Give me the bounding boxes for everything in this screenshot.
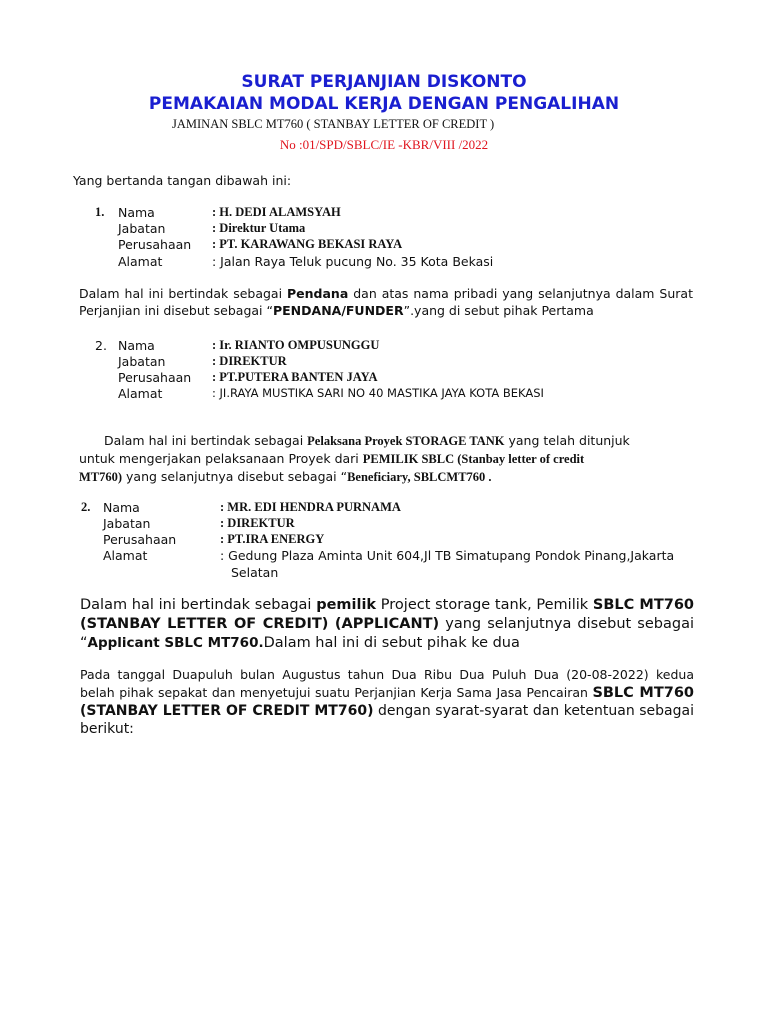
party-3-label-alamat: Alamat [103,548,148,563]
party-1-label-nama: Nama [118,205,155,220]
party-3-value-perusahaan: : PT.IRA ENERGY [220,532,325,546]
party-2-value-perusahaan: : PT.PUTERA BANTEN JAYA [212,370,378,384]
party-3-label-perusahaan: Perusahaan [103,532,177,547]
party-2-label-nama: Nama [118,338,155,353]
party-2-label-alamat: Alamat [118,386,163,401]
party-3-index: 2. [81,500,91,514]
paragraph-pendana: Dalam hal ini bertindak sebagai Pendana dan atas nama pribadi yang selanjutnya dalam Surat Perjanjian ini disebut sebagai “PENDANA/FUNDER”.yang di sebut pihak Pertama [79,286,693,318]
party-1-label-jabatan: Jabatan [118,221,166,236]
paragraph-tanggal: Pada tanggal Duapuluh bulan Augustus tahun Dua Ribu Dua Puluh Dua (20-08-2022) kedua belah pihak sepakat dan menyetujui suatu Perjanjian Kerja Sama Jasa Pencairan SBLC MT760 (STANBAY LETTER OF CREDIT MT760) dengan syarat-syarat dan ketentuan sebagai berikut: [80,667,694,737]
party-3-value-jabatan: : DIREKTUR [220,516,295,530]
party-3-value-alamat-cont: Selatan [231,565,279,580]
party-1-index: 1. [95,205,105,219]
party-3-label-nama: Nama [103,500,140,515]
intro-text: Yang bertanda tangan dibawah ini: [73,173,292,188]
paragraph-pemilik: Dalam hal ini bertindak sebagai pemilik Project storage tank, Pemilik SBLC MT760 (STANBAY LETTER OF CREDIT) (APPLICANT) yang selanjutnya disebut sebagai “Applicant SBLC MT760.Dalam hal ini di sebut pihak ke dua [80,597,694,651]
party-3-value-alamat: : Gedung Plaza Aminta Unit 604,Jl TB Simatupang Pondok Pinang,Jakarta [220,548,675,563]
title-line-2: PEMAKAIAN MODAL KERJA DENGAN PENGALIHAN [148,94,620,114]
party-1-value-nama: : H. DEDI ALAMSYAH [212,205,341,219]
party-1-label-perusahaan: Perusahaan [118,237,192,252]
paragraph-pelaksana: Dalam hal ini bertindak sebagai Pelaksana Proyek STORAGE TANK yang telah ditunjuk untuk mengerjakan pelaksanaan Proyek dari PEMILIK SBLC (Stanbay letter of credit MT760) yang selanjutnya disebut sebagai “Beneficiary, SBLCMT760 . [79,433,630,484]
title-line-1: SURAT PERJANJIAN DISKONTO [241,72,527,92]
party-2-value-alamat: : JI.RAYA MUSTIKA SARI NO 40 MASTIKA JAYA KOTA BEKASI [212,386,544,400]
party-1-value-jabatan: : Direktur Utama [212,221,306,235]
party-2-index: 2. [95,338,107,353]
party-1-label-alamat: Alamat [118,254,163,269]
party-3-value-nama: : MR. EDI HENDRA PURNAMA [220,500,401,514]
party-2-label-jabatan: Jabatan [118,354,166,369]
party-1-value-perusahaan: : PT. KARAWANG BEKASI RAYA [212,237,403,251]
party-3-label-jabatan: Jabatan [103,516,151,531]
party-2-label-perusahaan: Perusahaan [118,370,192,385]
party-2-value-jabatan: : DIREKTUR [212,354,287,368]
document-number: No :01/SPD/SBLC/IE -KBR/VIII /2022 [279,137,489,152]
party-2-value-nama: : Ir. RIANTO OMPUSUNGGU [212,338,380,352]
party-1-value-alamat: : Jalan Raya Teluk pucung No. 35 Kota Bekasi [212,254,494,269]
title-line-3: JAMINAN SBLC MT760 ( STANBAY LETTER OF CREDIT ) [172,117,495,131]
